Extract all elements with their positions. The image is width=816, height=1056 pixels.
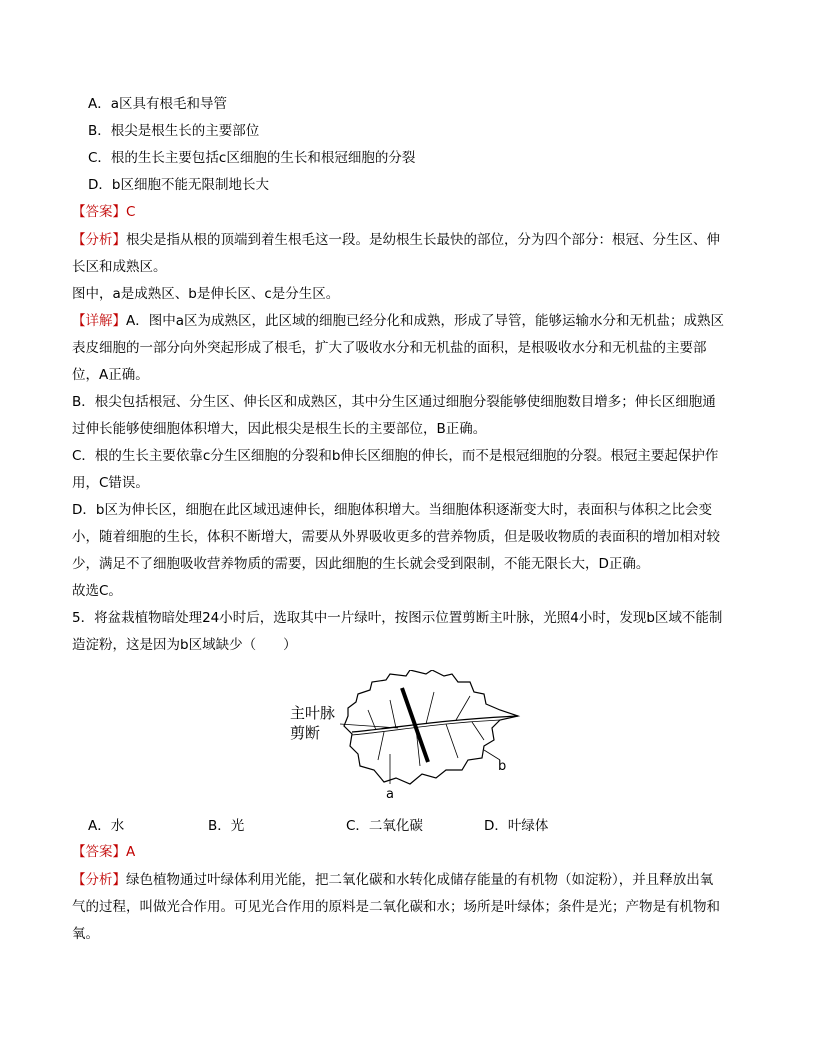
side-vein	[378, 732, 384, 760]
analysis-tag: 【分析】	[72, 232, 126, 248]
q4-option-d: D．b区细胞不能无限制地长大	[88, 177, 269, 193]
answer-value: C	[126, 204, 136, 220]
q4-detail-line-3: 位，A正确。	[72, 367, 149, 383]
q5-analysis-line-1	[72, 870, 713, 890]
answer-value: A	[126, 844, 136, 860]
q5-analysis-line-3: 氧。	[72, 926, 99, 942]
label-main-vein: 主叶脉	[290, 704, 336, 722]
analysis-tag: 【分析】	[72, 872, 126, 888]
side-vein	[456, 696, 470, 720]
cut-mark	[402, 688, 428, 762]
q4-detail-line-7: 用，C错误。	[72, 475, 149, 491]
q4-option-c: C．根的生长主要包括c区细胞的生长和根冠细胞的分裂	[88, 150, 416, 166]
detail-tag: 【详解】	[72, 313, 126, 329]
analysis-text: 绿色植物通过叶绿体利用光能，把二氧化碳和水转化成储存能量的有机物（如淀粉），并且释放出氧	[126, 872, 714, 888]
q5-option-d: D．叶绿体	[484, 818, 549, 834]
q4-detail-line-9: 小，随着细胞的生长，体积不断增大，需要从外界吸收更多的营养物质，但是吸收物质的表面积的增加相对较	[72, 529, 720, 545]
q4-detail-line-1	[72, 311, 724, 331]
q4-detail-line-5: 过伸长能够使细胞体积增大，因此根尖是根生长的主要部位，B正确。	[72, 421, 487, 437]
q5-option-b: B．光	[208, 818, 245, 834]
q4-analysis-line-1	[72, 230, 720, 250]
label-b: b	[498, 759, 507, 774]
main-vein	[352, 716, 518, 732]
detail-text: A．图中a区为成熟区，此区域的细胞已经分化和成熟，形成了导管，能够运输水分和无机盐；成熟区	[126, 313, 725, 329]
pointer-vein	[340, 724, 398, 728]
q4-detail-line-10: 少，满足不了细胞吸收营养物质的需要，因此细胞的生长就会受到限制，不能无限长大，D正确。	[72, 556, 650, 572]
answer-tag: 【答案】	[72, 844, 126, 860]
q4-detail-line-8: D．b区为伸长区，细胞在此区域迅速伸长，细胞体积增大。当细胞体积逐渐变大时，表面积与体积之比会变	[72, 502, 712, 518]
q5-options	[88, 814, 588, 834]
q5-answer	[72, 842, 135, 862]
q4-detail-line-6: C．根的生长主要依靠c分生区细胞的分裂和b伸长区细胞的伸长，而不是根冠细胞的分裂。根冠主要起保护作	[72, 448, 719, 464]
q5-option-a: A．水	[88, 818, 125, 834]
q5-option-c: C．二氧化碳	[346, 818, 423, 834]
leaf-diagram	[286, 670, 526, 800]
q4-option-a: A．a区具有根毛和导管	[88, 96, 228, 112]
q4-detail-line-11: 故选C。	[72, 583, 122, 599]
label-cut: 剪断	[290, 724, 321, 742]
side-vein	[472, 722, 484, 740]
q4-answer	[72, 202, 135, 222]
side-vein	[446, 724, 458, 758]
side-vein	[368, 710, 376, 730]
side-vein	[426, 692, 434, 724]
answer-tag: 【答案】	[72, 204, 126, 220]
q4-option-b: B．根尖是根生长的主要部位	[88, 123, 260, 139]
side-vein	[390, 700, 396, 728]
label-a: a	[386, 787, 394, 800]
q5-stem-line-1: 5．将盆栽植物暗处理24小时后，选取其中一片绿叶，按图示位置剪断主叶脉，光照4小时，发现b区域不能制	[72, 610, 723, 626]
q4-detail-line-4: B．根尖包括根冠、分生区、伸长区和成熟区，其中分生区通过细胞分裂能够使细胞数目增多；伸长区细胞通	[72, 394, 716, 410]
analysis-text: 根尖是指从根的顶端到着生根毛这一段。是幼根生长最快的部位，分为四个部分：根冠、分生区、伸	[126, 232, 720, 248]
q4-analysis-line-2: 长区和成熟区。	[72, 259, 167, 275]
q4-detail-line-2: 表皮细胞的一部分向外突起形成了根毛，扩大了吸收水分和无机盐的面积，是根吸收水分和无机盐的主要部	[72, 340, 707, 356]
q5-stem-line-2: 造淀粉，这是因为b区域缺少（ ）	[72, 637, 297, 653]
main-vein-edge	[352, 720, 500, 735]
leaf-outline	[344, 670, 518, 784]
q5-analysis-line-2: 气的过程，叫做光合作用。可见光合作用的原料是二氧化碳和水；场所是叶绿体；条件是光；产物是有机物和	[72, 899, 720, 915]
q4-analysis-line-3: 图中，a是成熟区、b是伸长区、c是分生区。	[72, 286, 340, 302]
